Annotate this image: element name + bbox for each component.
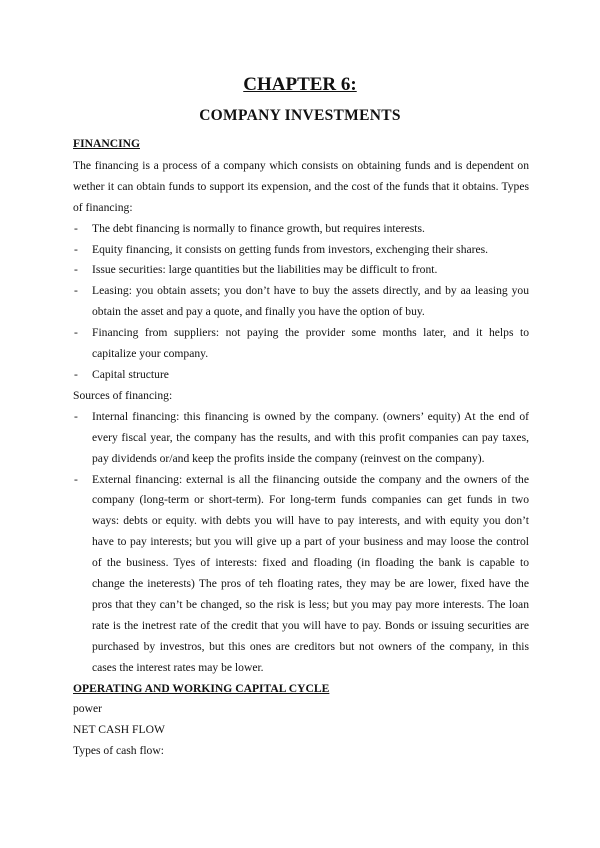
bullet-dash: -	[74, 326, 78, 340]
bullet-dash: -	[74, 472, 78, 486]
financing-types-list	[73, 219, 529, 386]
list-item-text: Financing from suppliers: not paying the provider some months later, and it helps to capitalize your company.	[92, 326, 529, 361]
list-item-text: The debt financing is normally to finance growth, but requires interests.	[92, 221, 425, 235]
list-item-text: Equity financing, it consists on getting funds from investors, exchenging their shares.	[92, 242, 489, 256]
list-item-text: Issue securities: large quantities but the liabilities may be difficult to front.	[92, 263, 438, 277]
bullet-dash: -	[74, 242, 78, 256]
text-line: power	[73, 702, 102, 716]
bullet-dash: -	[74, 409, 78, 423]
financing-sources-list	[73, 407, 529, 679]
bullet-dash: -	[74, 263, 78, 277]
chapter-subtitle: COMPANY INVESTMENTS	[199, 107, 401, 124]
list-item	[73, 323, 529, 365]
financing-intro: The financing is a process of a company which consists on obtaining funds and is dependent on wether it can obtain funds to support its expension, and the cost of the funds that it obtains. Types of financing:	[73, 158, 529, 214]
text-line: NET CASH FLOW	[73, 723, 165, 737]
list-item-text: Leasing: you obtain assets; you don’t have to buy the assets directly, and by aa leasing you obtain the asset and pay a quote, and finally you have the option of buy.	[92, 284, 529, 319]
list-item	[73, 260, 529, 281]
list-item	[73, 240, 529, 261]
list-item	[73, 470, 529, 679]
list-item-text: Internal financing: this financing is owned by the company. (owners’ equity) At the end of every fiscal year, the company has the results, and with this profit companies can pay taxes, pay dividends or/and keep the profits inside the company (reinvest on the company).	[92, 409, 529, 465]
text-line: Types of cash flow:	[73, 744, 164, 758]
list-item	[73, 219, 529, 240]
bullet-dash: -	[74, 284, 78, 298]
document-body	[73, 134, 529, 762]
list-item-text: Capital structure	[92, 367, 169, 381]
sources-label: Sources of financing:	[73, 388, 173, 402]
list-item-text: External financing: external is all the fiinancing outside the company and the owners of the company (long-term or short-term). For long-term funds companies can get funds in two ways: debts or equity. with debts you will have to pay interests, and with equity you don’t have to pay interests; but you will give up a part of your business and may loose the control of the business. Tyes of interests: fixed and floading (in floading the bank is capable to change the ineterests) The pros of teh floating rates, they may be are lower, fixed have the pros that they can’t be changed, so the risk is less; but you may pay more interests. The loan rate is the inetrest rate of the credit that you will have to pay. Bonds or issuing securities are purchased by investros, but this ones are creditors but not owners of the company, in this cases the interest rates may be lower.	[92, 472, 529, 674]
section-heading-operating: OPERATING AND WORKING CAPITAL CYCLE	[73, 681, 330, 695]
list-item	[73, 281, 529, 323]
list-item	[73, 407, 529, 470]
bullet-dash: -	[74, 367, 78, 381]
chapter-title: CHAPTER 6:	[243, 74, 357, 95]
section-heading-financing: FINANCING	[73, 137, 140, 150]
bullet-dash: -	[74, 221, 78, 235]
list-item	[73, 365, 529, 386]
